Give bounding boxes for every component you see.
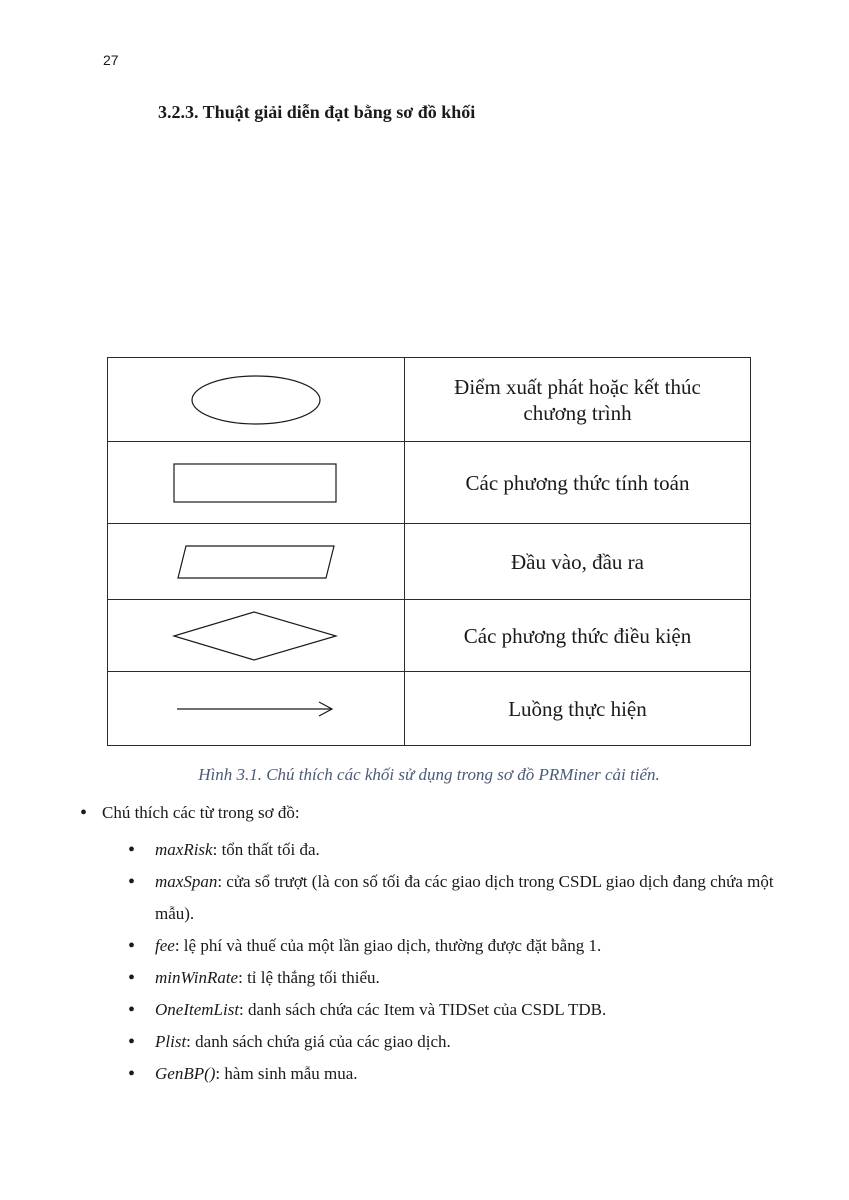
term-name: minWinRate <box>155 968 239 987</box>
term-list <box>102 834 780 1090</box>
legend-description: Điểm xuất phát hoặc kết thúc chương trình <box>405 358 751 442</box>
notes-list <box>80 802 780 1090</box>
term-definition: : tổn thất tối đa. <box>212 840 320 859</box>
list-item <box>102 994 780 1026</box>
ellipse-shape-icon <box>186 372 326 428</box>
legend-row-terminal <box>108 358 751 442</box>
term-name: fee <box>155 936 175 955</box>
shape-cell <box>108 358 405 442</box>
term-definition: : lệ phí và thuế của một lần giao dịch, thường được đặt bằng 1. <box>174 936 602 955</box>
legend-description: Các phương thức tính toán <box>405 442 751 524</box>
figure-caption: Hình 3.1. Chú thích các khối sử dụng trong sơ đồ PRMiner cải tiến. <box>198 765 660 784</box>
legend-description: Luồng thực hiện <box>405 672 751 746</box>
legend-row-decision <box>108 600 751 672</box>
list-item <box>102 962 780 994</box>
legend-description: Các phương thức điều kiện <box>405 600 751 672</box>
list-item <box>102 1058 780 1090</box>
term-definition: : cửa sổ trượt (là con số tối đa các giao dịch trong CSDL giao dịch đang chứa một mẫu). <box>155 872 774 923</box>
legend-row-flow <box>108 672 751 746</box>
shape-cell <box>108 524 405 600</box>
term-definition: : tỉ lệ thắng tối thiểu. <box>238 968 380 987</box>
legend-row-io <box>108 524 751 600</box>
term-name: GenBP() <box>155 1064 216 1083</box>
rectangle-shape-icon <box>171 461 341 505</box>
list-item <box>102 834 780 866</box>
flowchart-legend-table <box>107 357 751 746</box>
shape-cell <box>108 442 405 524</box>
term-definition: : danh sách chứa giá của các giao dịch. <box>186 1032 451 1051</box>
shape-cell <box>108 600 405 672</box>
arrow-shape-icon <box>174 699 338 719</box>
section-heading: 3.2.3. Thuật giải diễn đạt bằng sơ đồ khối <box>158 102 476 122</box>
legend-description: Đầu vào, đầu ra <box>405 524 751 600</box>
term-definition: : danh sách chứa các Item và TIDSet của CSDL TDB. <box>239 1000 607 1019</box>
term-name: maxSpan <box>155 872 218 891</box>
notes-intro <box>80 802 780 1090</box>
legend-row-process <box>108 442 751 524</box>
term-name: maxRisk <box>155 840 213 859</box>
list-item <box>102 1026 780 1058</box>
term-definition: : hàm sinh mẫu mua. <box>215 1064 358 1083</box>
list-item <box>102 866 780 930</box>
shape-cell <box>108 672 405 746</box>
page-number: 27 <box>103 52 119 68</box>
term-name: Plist <box>155 1032 187 1051</box>
list-item <box>102 930 780 962</box>
notes-intro-text: Chú thích các từ trong sơ đồ: <box>102 803 300 822</box>
diamond-shape-icon <box>171 609 341 663</box>
parallelogram-shape-icon <box>174 543 338 581</box>
term-name: OneItemList <box>155 1000 240 1019</box>
